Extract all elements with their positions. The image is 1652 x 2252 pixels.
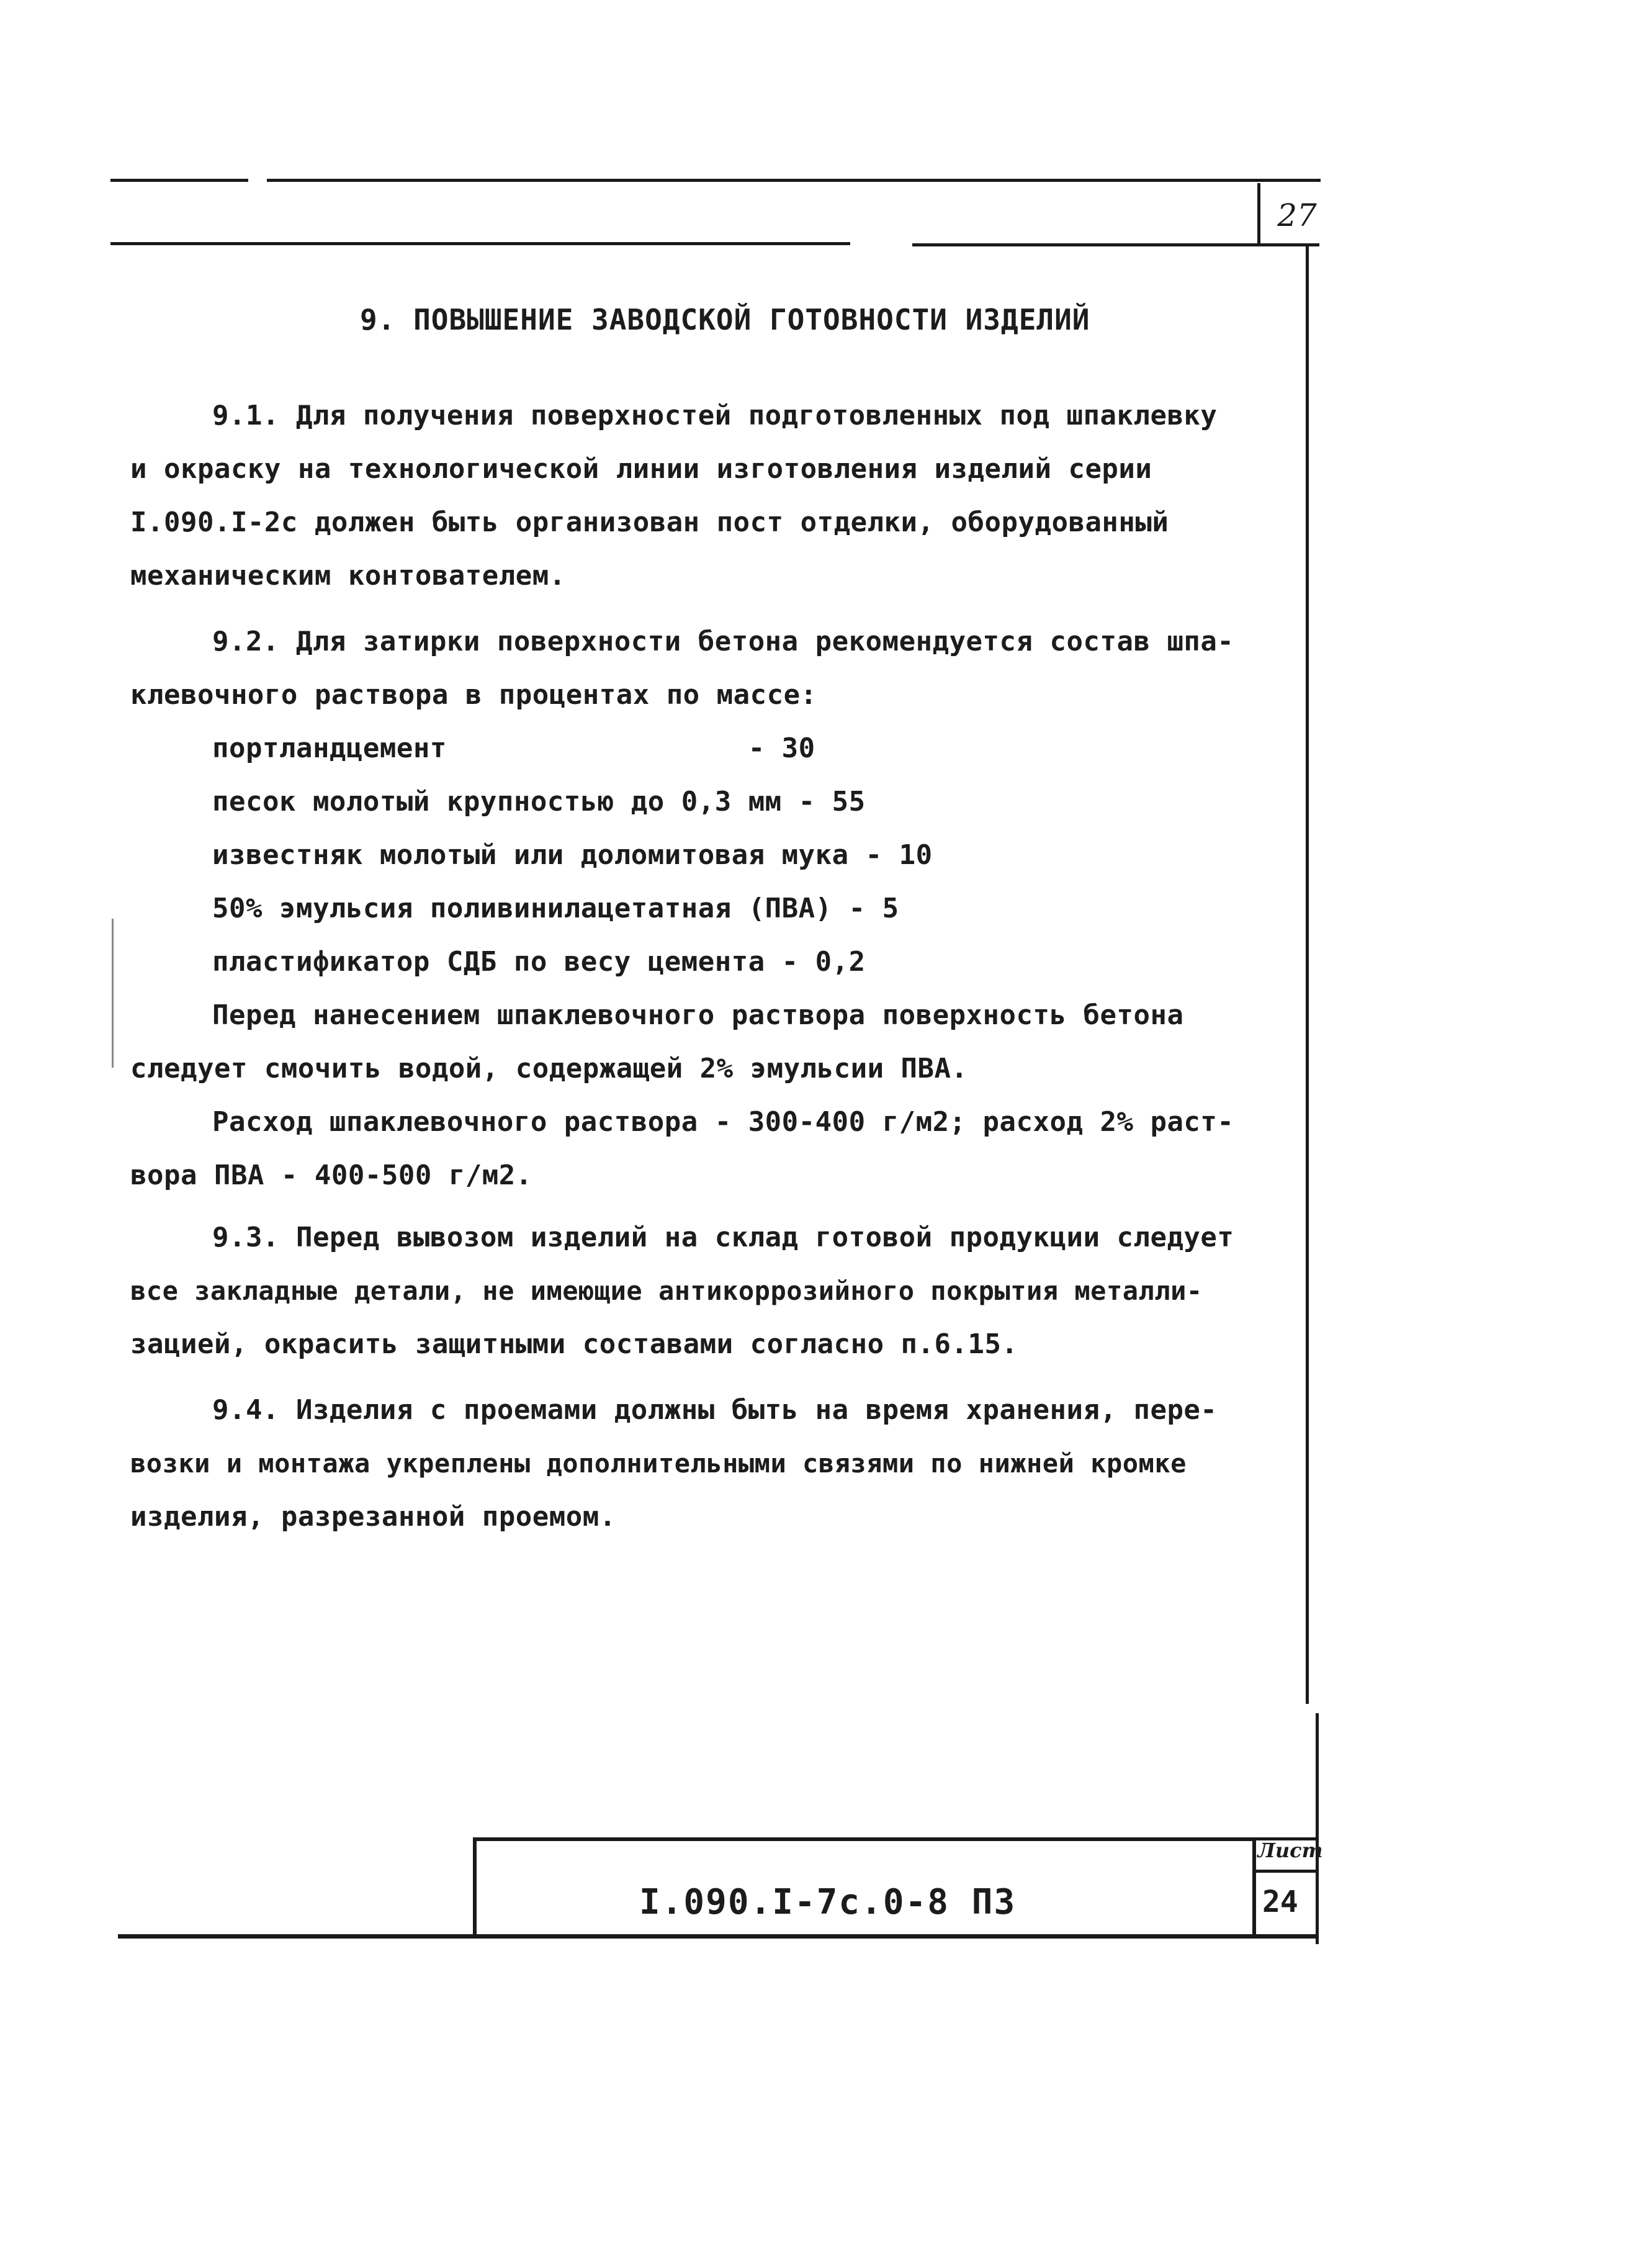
body-line: вора ПВА - 400-500 г/м2. xyxy=(130,1160,532,1191)
body-line: все закладные детали, не имеющие антикоррозийного покрытия металли- xyxy=(130,1276,1203,1306)
top-rule-upper xyxy=(267,179,1321,182)
body-line: пластификатор СДБ по весу цемента - 0,2 xyxy=(212,946,866,978)
body-line: возки и монтажа укреплены дополнительными связями по нижней кромке xyxy=(130,1448,1187,1479)
sheet-number: 24 xyxy=(1262,1885,1298,1919)
bottom-frame-rule xyxy=(118,1934,1319,1939)
top-rule-upper-left xyxy=(110,179,248,182)
body-line: Расход шпаклевочного раствора - 300-400 г/м2; расход 2% раст- xyxy=(212,1106,1234,1138)
stamp-left-border xyxy=(473,1837,477,1937)
body-line: клевочного раствора в процентах по массе: xyxy=(130,679,817,711)
body-line: 9.2. Для затирки поверхности бетона рекомендуется состав шпа- xyxy=(212,626,1234,657)
page-number-top: 27 xyxy=(1277,197,1317,233)
body-line: Перед нанесением шпаклевочного раствора поверхность бетона xyxy=(212,999,1184,1031)
body-line: механическим контователем. xyxy=(130,560,566,592)
stamp-top-border xyxy=(473,1837,1256,1841)
body-line: 9.1. Для получения поверхностей подготовленных под шпаклевку xyxy=(212,400,1218,431)
body-line: 50% эмульсия поливинилацетатная (ПВА) - 5 xyxy=(212,893,899,924)
page-number-box-left xyxy=(1257,183,1260,245)
body-line: следует смочить водой, содержащей 2% эмульсии ПВА. xyxy=(130,1053,968,1084)
body-line: 9.4. Изделия с проемами должны быть на время хранения, пере- xyxy=(212,1394,1218,1426)
body-line: и окраску на технологической линии изготовления изделий серии xyxy=(130,453,1152,485)
right-frame-border-upper xyxy=(1306,245,1309,1704)
sheet-label: Лист xyxy=(1257,1839,1323,1862)
body-line: 9.3. Перед вывозом изделий на склад готовой продукции следует xyxy=(212,1222,1234,1253)
body-line: портландцемент - 30 xyxy=(212,732,815,764)
section-title: 9. ПОВЫШЕНИЕ ЗАВОДСКОЙ ГОТОВНОСТИ ИЗДЕЛИЙ xyxy=(360,303,1090,336)
stamp-sheet-split xyxy=(1252,1870,1317,1873)
body-line: песок молотый крупностью до 0,3 мм - 55 xyxy=(212,786,866,817)
body-line: изделия, разрезанной проемом. xyxy=(130,1501,616,1533)
document-code: I.090.I-7с.0-8 ПЗ xyxy=(639,1882,1017,1922)
body-line: известняк молотый или доломитовая мука - 10 xyxy=(212,839,933,871)
body-line: I.090.I-2с должен быть организован пост отделки, оборудованный xyxy=(130,507,1169,538)
left-margin-mark xyxy=(112,919,114,1068)
top-rule-lower-left xyxy=(110,242,850,245)
body-line: зацией, окрасить защитными составами согласно п.6.15. xyxy=(130,1328,1018,1360)
